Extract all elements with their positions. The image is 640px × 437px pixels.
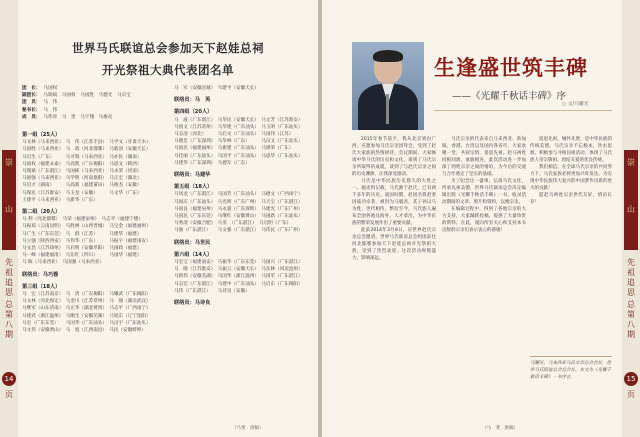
member-row: 马建华（广东深圳） 马德军（广东） [174, 160, 250, 166]
article-paragraph: 此前2014年3月8日，应世界赵氏宗亲总会邀请，世界马氏联谊总会组团前往河北邯郸参加天下赵娃总祠开光祭祖大典，受到了热烈欢迎。这次活动规模盛大，影响深远。 [352, 228, 436, 261]
left-credit: （马斐 供稿） [232, 426, 264, 431]
left-title-line1: 世界马氏联谊总会参加天下赵娃总祠 [72, 41, 264, 55]
right-page-number: 15 [624, 372, 638, 386]
group-heading: 联络员：马巧蓉 [22, 271, 59, 278]
leader-value: 马 伟 [43, 100, 58, 106]
article-column-3 [530, 136, 612, 206]
member-row: 马瑞斌（广东湛江） 马国栋（马来西亚） 马永荣（河南） [22, 169, 142, 175]
member-row: 马文林（河北保定） 马金川（江苏常州） 马 强（湖北武汉） [22, 299, 151, 305]
member-row: 马 军（安徽宣城） 马建平（安徽天长） [174, 86, 259, 91]
member-row: 马强（广东湛江） 马文强（广东湛江） 马伟民（广东广州） [174, 228, 303, 234]
article-column-2 [442, 136, 526, 234]
article-author: ○ 文/马耀光 [562, 102, 589, 107]
group-heading: 联络员：马世民 [174, 239, 211, 246]
leader-value: 马国权 [43, 86, 58, 91]
right-credit: （马 斐 供稿） [482, 426, 518, 431]
member-row: 马宏宝（福建南安） 马振华（广东东莞） 马国兴（广东湛江） [174, 260, 303, 266]
member-row: 马志宏（广东湛江） 马建中（广东汕头） 马启东（广东揭阳） [174, 281, 303, 287]
member-row: 马文林（马来西亚） 马 伟（江苏丰县） 马学文（甘肃天水） [22, 140, 151, 146]
member-row: 马 利（河北邯郸） 马荣（福建泉州） 马志平（福建宁德） [22, 217, 143, 223]
member-row: 马建武（浙江温州） 马顺生（安徽芜湖） 马旭东（辽宁沈阳） [22, 313, 151, 319]
member-row: 马国良（福建泉州） 马永超（广东深圳） 马建光（广东广州） [174, 206, 303, 212]
left-strip-issue: 总第八期 [5, 300, 13, 339]
member-row: 马国强（马来西亚） 马学明（河南淮阳） 马正宏（湖北） [22, 176, 142, 182]
group-heading: 第四组（20人） [174, 109, 213, 116]
article-footnote: 马耀光，马来西亚马氏宗亲总会会长，世界马氏联谊总会总会长。本文为《光耀千秋话丰碑》一书序言。 [530, 356, 612, 381]
article-column-1 [352, 136, 436, 262]
right-strip-issue: 总第八期 [627, 300, 635, 339]
leader-value: 马 伟 [43, 107, 58, 113]
article-paragraph: 在编辑过程中，得到了各地宗亲的大力支持，大家踊跃投稿，提供了大量珍贵的资料。在此，谨向所有关心和支持本书出版的宗亲们表示衷心的感谢！ [442, 207, 526, 233]
leader-label: 秘书长： [22, 107, 41, 113]
member-row: 马文伟（安徽黄山） 马 旭（江西南昌） 马民（安徽蚌埠） [22, 328, 147, 334]
member-row: 马国胜（马来西亚） 马 政（河北邯郸） 马新清（安徽天长） [22, 147, 151, 153]
member-row: 马秀清（安徽合肥） 马亚 （广东湛江） 马启明（广东） [174, 221, 292, 227]
leaders-list [22, 85, 162, 127]
group-heading: 第一组（25人） [22, 132, 61, 139]
member-row: 马 晖（马来西亚） 马国强（马来西亚） [22, 260, 104, 266]
member-row: 马广生（广东东莞） 马 群（江苏） 马建华（福建） [22, 231, 142, 237]
member-row: 马启才（湖南） 马高新（福建莆田） 马俊杰（安徽） [22, 183, 142, 189]
left-title-block [22, 8, 314, 78]
leader-row [22, 107, 162, 114]
member-row: 马德忠（广东深圳） 马华林（广东） 马汉文（广东汕头） [174, 139, 303, 145]
member-row: 马国民（广东东莞） 马继红（安徽黄山） 马国新（广东汕头） [174, 214, 303, 220]
member-row: 马保民（江苏淮安） 马玉龙（安徽） 马文华（广东） [22, 190, 142, 196]
member-row: 王建平（马来西亚） 马新华（广东） [22, 197, 98, 203]
member-row: 马 波（广东湛江） 马华民（安徽天长） 马文芳（江苏淮安） [174, 117, 303, 123]
left-strip-char2: 山 [5, 205, 13, 214]
member-row: 马一峰（福建福清） 马东红（四川） 马国华（福建） [22, 253, 142, 259]
article-paragraph: 追思先祖，缅怀先贤，是中华民族的传统美德。马氏宗亲不忘根本，饮水思源，积极参与寻根问祖活动，体现了马氏族人崇宗敬祖、团结友爱的优良传统。 [530, 137, 612, 163]
author-photo [352, 42, 424, 130]
left-strip-char1: 崇 [5, 158, 13, 167]
right-page-suffix: 页 [627, 390, 635, 399]
article-paragraph: 愿赵马两姓宗亲世代友好，情谊长存！ [530, 193, 612, 205]
article-paragraph: 2015年春节前夕，我从北京到汾广西，应邀参加马氏宗亲团拜会，受到了赵氏大家族的热情接待。会议期间，大家畅谈中华马氏的历史和文化，谈到了马氏宗亲所取得的成就，谈到了与赵氏宗亲之间的历史渊源，让我深受感动。 [352, 137, 436, 177]
member-row: 马立强（陕西西安） 马伟华（广东） 马振宇（福建南安） [22, 238, 151, 244]
article-subtitle: ——《光耀千秋话丰碑》序 [452, 91, 567, 102]
title-divider [434, 110, 612, 111]
group-heading: 联络员：马建华 [174, 172, 211, 179]
member-row: 马国庆（广东汕头） 马光明（广东广州） 马天宝（广东湛江） [174, 199, 303, 205]
leader-label: 成 员： [22, 114, 41, 120]
left-strip-section: 先祖追思 [5, 258, 13, 297]
group-heading: 第六组（14人） [174, 251, 213, 258]
article-paragraph: 马氏宗亲的代表来自马来西亚、新加坡、香港、台湾以及国内各省市，大家欢聚一堂，共叙宗情，追思先祖。赵马两姓同根同源，血脉相连，此次活动进一步加深了两姓宗亲之间的情谊，为今后的交流与合作奠定了坚实的基础。 [442, 137, 526, 177]
group-heading: 联络员：马诗良 [174, 300, 211, 307]
member-row: 马宏（广东东莞） 马国华（广东汕头） 马汉宇（广东汕头） [22, 320, 151, 326]
left-title-line2: 开光祭祖大典代表团名单 [102, 63, 234, 77]
member-row: 马继军（山东济南） 马正华（湖北黄冈） 马志平（广西南宁） [22, 306, 151, 312]
name-list-column-1 [22, 85, 162, 334]
left-margin-strip [0, 0, 18, 437]
group-heading: 第二组（20人） [22, 209, 61, 216]
leader-row [22, 114, 162, 121]
leader-row [22, 99, 162, 106]
member-row: 马新伟（安徽芜湖） 马国华（浙江温州） 马国军（广东湛江） [174, 274, 303, 280]
member-row: 马国文（江苏苏州） 马华建（广东汕头） 马玉明（广东汕头） [174, 124, 303, 130]
member-row: 马国权（福建永泰） 马高凯（广东揭阳） 马思文（陕西） [22, 161, 142, 167]
right-strip-char1: 崇 [627, 158, 635, 167]
member-row: 马凤龙（广东湛江） 马国芳（广东汕头） 马德文（广西南宁） [174, 192, 303, 198]
member-row: 马佳丽（广东汕头） 马国平（广东汕头） 马思华（广东汕头） [174, 153, 303, 159]
member-row: 马 宏（江苏南京） 马 贵（广东揭阳） 马耀武（广东揭阳） [22, 292, 151, 298]
member-row: 马振琼（云南昆明） 马胜林（山西晋城） 马宝金（福建福州） [22, 224, 151, 230]
right-strip-char2: 山 [627, 205, 635, 214]
group-heading: 第三组（18人） [22, 283, 61, 290]
leader-label: 副团长： [22, 93, 41, 99]
member-row: 马文昌（江苏徐州） 马启明（安徽阜阳） 马国政（福建） [22, 246, 142, 252]
member-row: 马 晓（江苏淮安） 马振云（安徽天长） 马东林（河北沧州） [174, 267, 303, 273]
member-row: 马启生（广东） 马可瑞（马来西亚） 马亦民（湖南） [22, 154, 142, 160]
leader-value: 马伟青 马 贵 马宇翔 马俊炎 [43, 114, 113, 120]
leader-row [22, 92, 162, 99]
article-paragraph: 马氏是中华民族历史悠久的大姓之一。据史料记载，马氏源于赵氏，已有两千多年的历史。战国时期，赵国名将赵奢因战功卓著，被封为马服君，其子孙以马为姓，世代相传，繁衍至今。马氏族人遍布全国各地及海外，人才辈出，为中华民族的繁荣发展作出了重要贡献。 [352, 179, 436, 226]
member-row: 马志清（河北） 马启文（广东汕头） 马国伟（江苏） [174, 132, 294, 138]
leader-label: 团 长： [22, 86, 41, 91]
left-page-number: 14 [2, 372, 16, 386]
right-strip-section: 先祖追思 [627, 258, 635, 297]
right-page [322, 0, 640, 437]
left-page-suffix: 页 [5, 390, 13, 399]
name-list-column-2 [174, 85, 314, 307]
member-row: 马伟（广东湛江） 马诗良（安徽） [174, 288, 250, 294]
group-heading: 第五组（18人） [174, 184, 213, 191]
group-heading: 联络员：马 英 [174, 97, 211, 104]
left-page [0, 0, 318, 437]
leader-row [22, 85, 162, 92]
article-title: 生逢盛世筑丰碑 [434, 55, 588, 80]
article-paragraph: 为了纪念这一盛事，弘扬马氏文化，传承先祖美德，世界马氏联谊总会决定编辑出版《光耀千秋话丰碑》一书，收录活动期间的文章、照片和资料，以飨宗亲。 [442, 179, 526, 205]
leader-label: 团 员： [22, 100, 41, 106]
member-row: 马国民（福建福州） 马新建（广东汕头） 马锦荣（广东） [174, 146, 294, 152]
article-paragraph: 我们相信，在全球马氏宗亲的共同努力下，马氏家族必将更加兴旺发达，为实现中华民族伟大复兴的中国梦作出新的更大的贡献！ [530, 165, 612, 191]
leader-value: 马瑞斌 马国权 马国胜 马德光 马宗宝 [43, 93, 131, 99]
